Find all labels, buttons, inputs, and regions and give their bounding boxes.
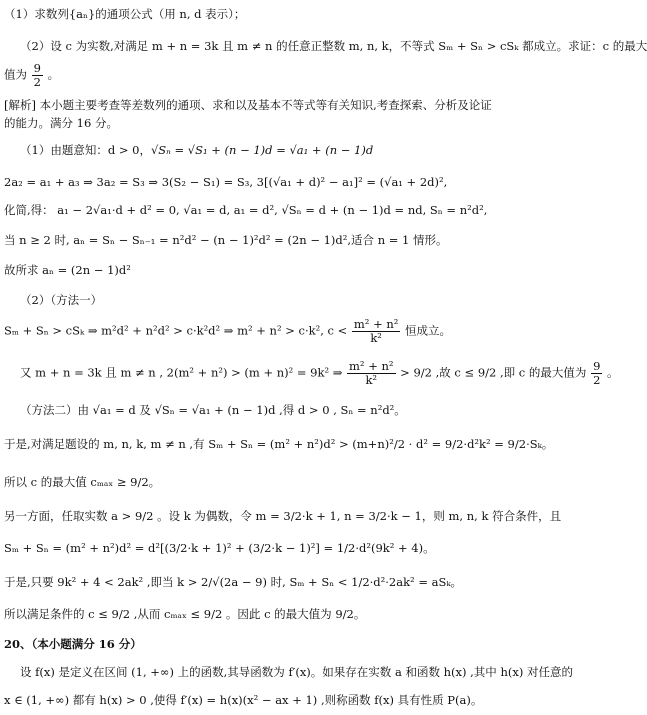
method-1-line-2: 又 m + n = 3k 且 m ≠ n , 2(m² + n²) > (m + n)² = 9k² ⇒ $\frac{\text{m² + n²}}{\text{k²}}$ > 9/2 ,故 c ≤ 9/2 ,即 c 的最大值为 $\frac{9}{2}$ 。 <box>20 359 619 387</box>
method-1-line-1: Sₘ + Sₙ > cSₖ ⇒ m²d² + n²d² > c·k²d² ⇒ m² + n² > c·k², c < $\frac{\text{m² + n²}}{\text{k²}}$ 恒成立。 <box>4 317 452 345</box>
method-2-line-3: 所以 c 的最大值 cₘₐₓ ≥ 9/2。 <box>4 475 161 489</box>
solution-step-2: 2a₂ = a₁ + a₃ ⇒ 3a₂ = S₃ ⇒ 3(S₂ − S₁) = S₃, 3[(√a₁ + d)² − a₁]² = (√a₁ + 2d)², <box>4 175 448 189</box>
method-2-line-4: 另一方面，任取实数 a > 9/2 。设 k 为偶数，令 m = 3/2·k + 1, n = 3/2·k − 1，则 m, n, k 符合条件，且 <box>4 509 562 523</box>
solution-step-3: 化简,得： a₁ − 2√a₁·d + d² = 0, √a₁ = d, a₁ = d², √Sₙ = d + (n − 1)d = nd, Sₙ = n²d², <box>4 203 488 217</box>
fraction-m2n2-over-k2-b: $\frac{\text{m² + n²}}{\text{k²}}$ <box>349 359 394 387</box>
question-part-1: （1）求数列{aₙ}的通项公式（用 n, d 表示）； <box>4 7 246 21</box>
fraction-nine-halves: $\frac{9}{2}$ <box>33 61 41 89</box>
solution-conclusion: 故所求 aₙ = (2n − 1)d² <box>4 263 131 277</box>
analysis-paragraph: [解析] 本小题主要考查等差数列的通项、求和以及基本不等式等有关知识,考查探索、分析及论证的能力。满分 16 分。 <box>4 98 492 130</box>
method-2-line-2: 于是,对满足题设的 m, n, k, m ≠ n ,有 Sₘ + Sₙ = (m² + n²)d² > (m+n)²/2 · d² = 9/2·d²k² = 9/2·Sₖ。 <box>4 437 554 451</box>
question-20-title: 20、（本小题满分 16 分） <box>4 637 142 651</box>
question-part-2-line2: 值为 $\frac{9}{2}$ 。 <box>4 61 60 89</box>
method-2-line-1: （方法二）由 √a₁ = d 及 √Sₙ = √a₁ + (n − 1)d ,得 d > 0 , Sₙ = n²d²。 <box>20 403 406 417</box>
method-2-line-7: 所以满足条件的 c ≤ 9/2 ,从而 cₘₐₓ ≤ 9/2 。因此 c 的最大值为 9/2。 <box>4 607 366 621</box>
question-20-line-2: x ∈ (1, +∞) 都有 h(x) > 0 ,使得 f′(x) = h(x)(x² − ax + 1) ,则称函数 f(x) 具有性质 P(a)。 <box>4 693 483 707</box>
method-1-title: （2）（方法一） <box>20 293 103 307</box>
method-2-line-6: 于是,只要 9k² + 4 < 2ak² ,即当 k > 2/√(2a − 9) 时, Sₘ + Sₙ < 1/2·d²·2ak² = aSₖ。 <box>4 575 463 589</box>
fraction-m2n2-over-k2: $\frac{\text{m² + n²}}{\text{k²}}$ <box>353 317 399 345</box>
solution-step-1: （1）由题意知：d > 0，√Sₙ = √S₁ + (n − 1)d = √a₁ + (n − 1)d <box>20 143 374 157</box>
fraction-max-value: $\frac{9}{2}$ <box>593 359 601 387</box>
question-part-2-line1: （2）设 c 为实数,对满足 m + n = 3k 且 m ≠ n 的任意正整数 m, n, k，不等式 Sₘ + Sₙ > cSₖ 都成立。求证：c 的最大 <box>20 39 647 53</box>
solution-step-4: 当 n ≥ 2 时, aₙ = Sₙ − Sₙ₋₁ = n²d² − (n − 1)²d² = (2n − 1)d²,适合 n = 1 情形。 <box>4 233 448 247</box>
method-2-line-5: Sₘ + Sₙ = (m² + n²)d² = d²[(3/2·k + 1)² + (3/2·k − 1)²] = 1/2·d²(9k² + 4)。 <box>4 541 435 555</box>
question-20-line-1: 设 f(x) 是定义在区间 (1, +∞) 上的函数,其导函数为 f′(x)。如果存在实数 a 和函数 h(x) ,其中 h(x) 对任意的 <box>20 665 573 679</box>
